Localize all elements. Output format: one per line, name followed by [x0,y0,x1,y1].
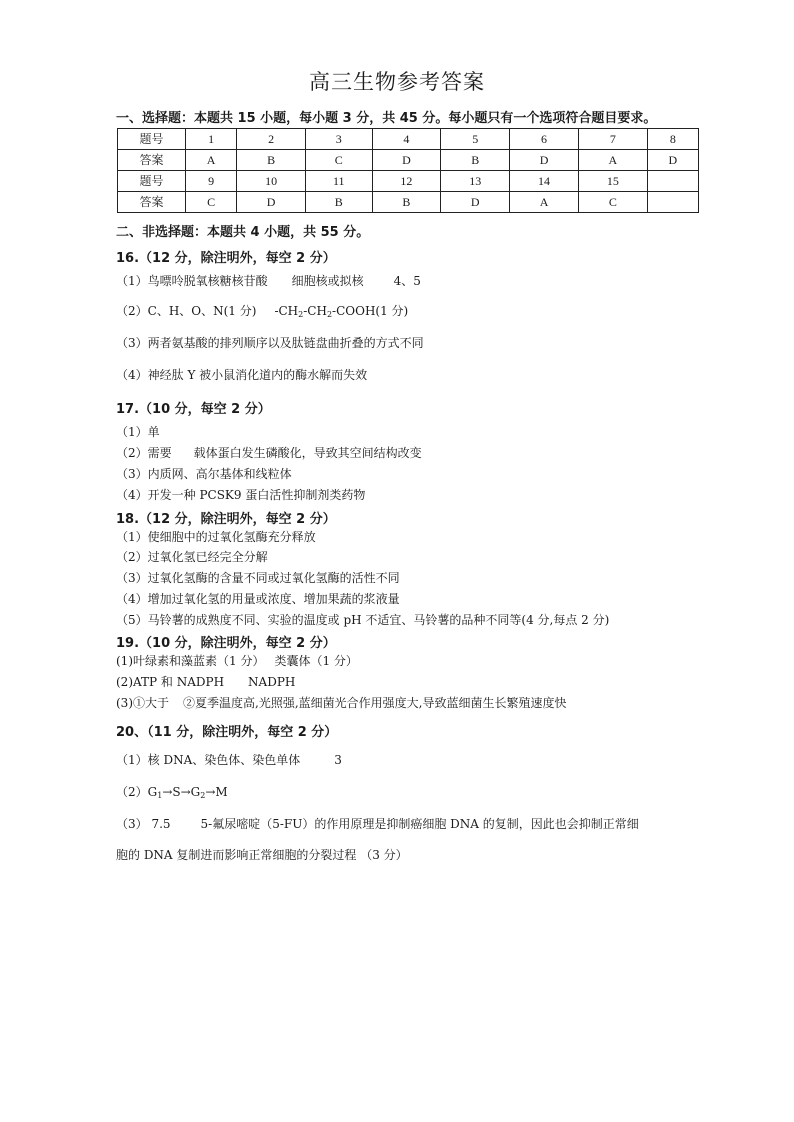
q20-answer-2-prefix: （2） [116,785,148,799]
answer-table-cell: 1 [186,129,237,150]
q19-heading: 19.（10 分，除注明外，每空 2 分） [116,636,336,651]
q18-answer-5: （5）马铃薯的成熟度不同、实验的温度或 pH 不适宜、马铃薯的品种不同等(4 分,每点 2 分) [116,613,610,627]
q17-answer-1: （1）单 [116,425,160,439]
q16-answer-2 [116,303,408,319]
answer-table-row-label: 题号 [118,129,186,150]
q16-answer-2a: （2）C、H、O、N(1 分) [116,304,257,318]
answer-table-cell: 13 [441,171,510,192]
answer-table-cell: B [372,192,441,213]
formula-part: →S→G [162,785,201,799]
formula-subscript: 1 [157,791,163,800]
answer-table-row [118,192,699,213]
q17-answer-2a: （2）需要 [116,446,172,460]
q19-answer-1a: (1)叶绿素和藻蓝素（1 分） [116,654,265,668]
q19-answer-2a: (2)ATP 和 NADPH [116,675,225,689]
answer-table-cell: D [510,150,579,171]
q20-answer-1a: （1）核 DNA、染色体、染色单体 [116,753,301,767]
answer-table-row [118,129,699,150]
page-title: 高三生物参考答案 [309,70,485,94]
q18-heading: 18.（12 分，除注明外，每空 2 分） [116,512,336,527]
answer-table-row-label: 题号 [118,171,186,192]
formula-part: G [147,785,158,799]
q20-answer-1b: 3 [334,753,342,767]
answer-table-cell: 15 [578,171,647,192]
answer-table-cell: C [306,150,373,171]
q19-answer-1 [116,653,358,669]
q16-answer-2b-formula [274,304,408,318]
answer-table-cell: C [578,192,647,213]
q16-answer-1a: （1）鸟嘌呤脱氧核糖核苷酸 [116,274,268,288]
answer-table-cell: 11 [306,171,373,192]
answer-table-cell [647,171,698,192]
q19-answer-3 [116,695,566,711]
q19-answer-3b: ②夏季温度高,光照强,蓝细菌光合作用强度大,导致蓝细菌生长繁殖速度快 [183,696,567,710]
answer-table-row [118,171,699,192]
formula-part: -CH [274,304,299,318]
answer-table-cell: 3 [306,129,373,150]
answer-table-cell: 4 [372,129,441,150]
answer-table-cell: 6 [510,129,579,150]
answer-table-cell [647,192,698,213]
answer-table-cell: D [237,192,306,213]
q17-answer-2b: 载体蛋白发生磷酸化，导致其空间结构改变 [193,446,422,460]
q16-answer-3: （3）两者氨基酸的排列顺序以及肽链盘曲折叠的方式不同 [116,336,424,350]
q16-heading: 16.（12 分，除注明外，每空 2 分） [116,251,336,266]
answer-table-cell: 14 [510,171,579,192]
formula-subscript: 2 [298,310,304,319]
answer-table-cell: B [237,150,306,171]
q18-answer-3: （3）过氧化氢酶的含量不同或过氧化氢酶的活性不同 [116,571,400,585]
formula-part: →M [205,785,228,799]
q20-heading: 20、（11 分，除注明外，每空 2 分） [116,725,338,740]
q17-answer-3: （3）内质网、高尔基体和线粒体 [116,467,292,481]
formula-part: -CH [303,304,327,318]
answer-table-cell: B [441,150,510,171]
answer-table-cell: 9 [186,171,237,192]
answer-table-cell: 5 [441,129,510,150]
q18-answer-1: （1）使细胞中的过氧化氢酶充分释放 [116,530,316,544]
answer-table-cell: D [372,150,441,171]
q19-answer-1b: 类囊体（1 分） [274,654,358,668]
q18-answer-2: （2）过氧化氢已经完全分解 [116,550,268,564]
answer-table-cell: 10 [237,171,306,192]
q20-answer-2 [116,784,228,800]
q16-answer-1c: 4、5 [393,274,421,288]
answer-table-cell: C [186,192,237,213]
q20-answer-3 [116,816,639,832]
q19-answer-2b: NADPH [248,675,296,689]
answer-table-cell: A [578,150,647,171]
answer-table-row-label: 答案 [118,150,186,171]
answer-table [117,128,699,213]
q17-answer-2 [116,445,422,461]
q17-answer-4: （4）开发一种 PCSK9 蛋白活性抑制剂类药物 [116,488,366,502]
section1-heading: 一、选择题：本题共 15 小题，每小题 3 分，共 45 分。每小题只有一个选项符合题目要求。 [116,111,657,126]
answer-table-cell: D [647,150,698,171]
q20-answer-3a: （3） 7.5 [116,817,171,831]
q19-answer-2 [116,674,295,690]
q18-answer-4: （4）增加过氧化氢的用量或浓度、增加果蔬的浆液量 [116,592,400,606]
answer-table-row [118,150,699,171]
q16-answer-4: （4）神经肽 Y 被小鼠消化道内的酶水解而失效 [116,368,368,382]
formula-part: -COOH(1 分) [332,304,409,318]
answer-table-row-label: 答案 [118,192,186,213]
q19-answer-3a: (3)①大于 [116,696,169,710]
q16-answer-1b: 细胞核或拟核 [291,274,364,288]
q20-answer-3b: 5-氟尿嘧啶（5-FU）的作用原理是抑制癌细胞 DNA 的复制，因此也会抑制正常细 [200,817,639,831]
answer-table-cell: A [186,150,237,171]
formula-subscript: 2 [326,310,333,319]
section2-heading: 二、非选择题：本题共 4 小题，共 55 分。 [116,225,370,240]
q20-answer-4: 胞的 DNA 复制进而影响正常细胞的分裂过程 （3 分） [116,848,408,862]
q16-answer-1 [116,273,421,289]
answer-table-cell: 12 [372,171,441,192]
formula-subscript: 2 [200,791,206,800]
q20-answer-1 [116,752,342,768]
q17-heading: 17.（10 分，每空 2 分） [116,402,271,417]
answer-table-cell: 7 [578,129,647,150]
answer-table-cell: D [441,192,510,213]
answer-table-cell: 2 [237,129,306,150]
answer-table-cell: B [306,192,373,213]
answer-table-cell: 8 [647,129,698,150]
answer-table-cell: A [510,192,579,213]
